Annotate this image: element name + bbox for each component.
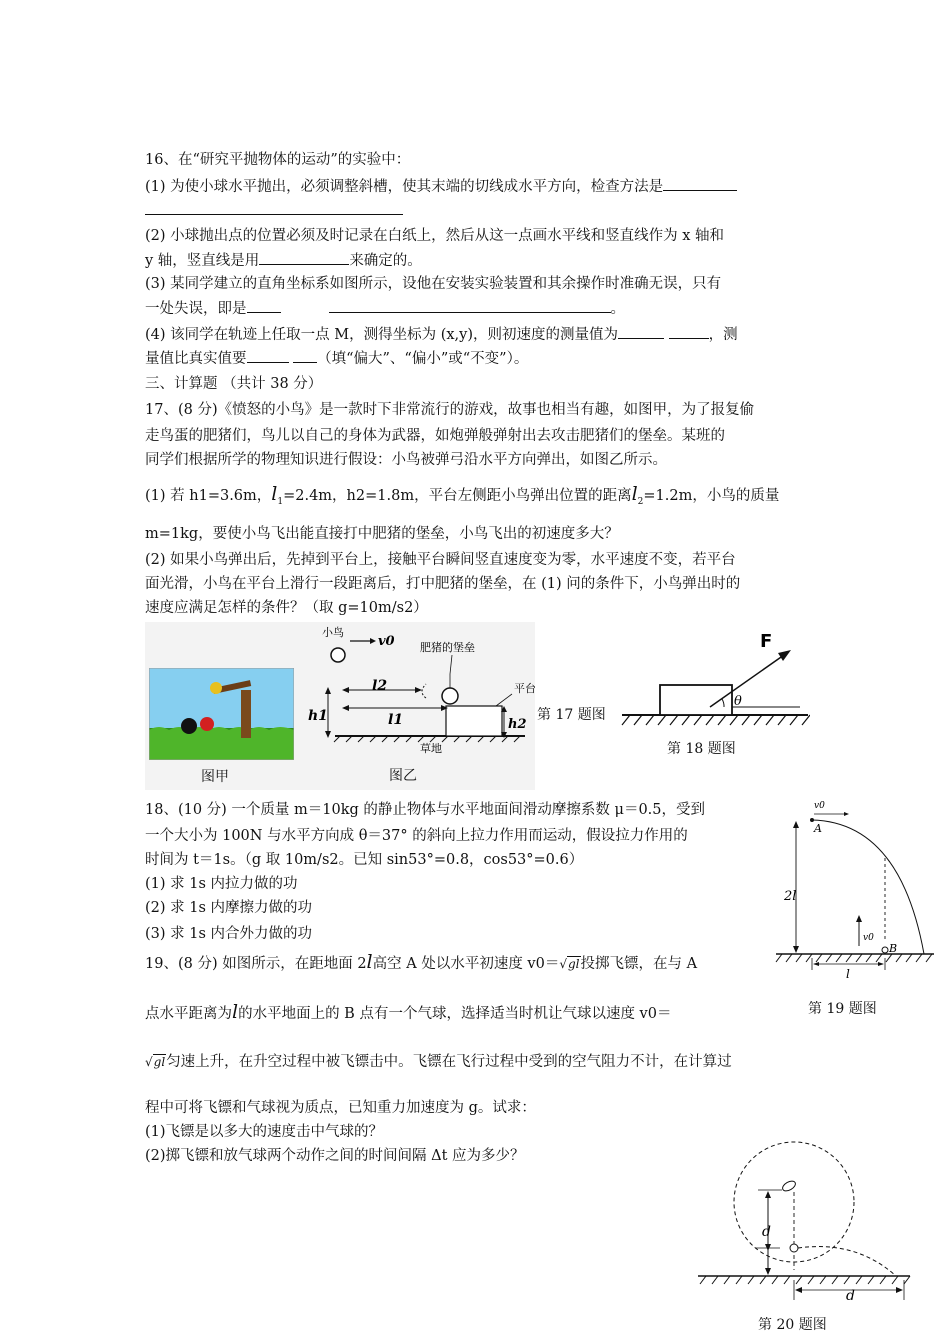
q17-line4: (1) 若 h1=3.6m，$l_1=2.4m$，h2=1.8m，平台左侧距小鸟弹出位置的距离$l_2=1.2m$，小鸟的质量 [145, 483, 780, 507]
label-d-vertical: d [762, 1224, 771, 1240]
q16-part1-cont [145, 200, 403, 221]
answer-blank[interactable] [618, 324, 664, 339]
caption-fig-yi: 图乙 [389, 768, 417, 784]
label-d-horizontal: d [846, 1288, 855, 1304]
q19-line3: √gl匀速上升，在升空过程中被飞镖击中。飞镖在飞行过程中受到的空气阻力不计，在计算过 [145, 1054, 732, 1070]
answer-blank[interactable] [329, 298, 611, 313]
q18-line5: (2) 求 1s 内摩擦力做的功 [145, 900, 313, 916]
sqrt-gl: √gl [145, 1055, 166, 1069]
answer-blank[interactable] [669, 324, 709, 339]
answer-blank[interactable] [247, 348, 289, 363]
q16-part4-b: 量值比真实值要 （填“偏大”、“偏小”或“不变”）。 [145, 348, 528, 369]
q16-title: 16、在“研究平抛物体的运动”的实验中： [145, 152, 411, 168]
answer-blank[interactable] [259, 250, 349, 265]
q16-part3-b: 一处失误，即是 。 [145, 298, 625, 319]
label-grass: 草地 [420, 742, 442, 755]
q18-line2: 一个大小为 100N 与水平方向成 θ＝37° 的斜向上拉力作用而运动，假设拉力作用的 [145, 828, 688, 844]
caption-fig-jia: 图甲 [201, 769, 229, 785]
q19-line1: 19、(8 分) 如图所示，在距地面 2l高空 A 处以水平初速度 v0＝√gl投掷飞镖，在与 A [145, 951, 698, 973]
figure-17-panel [145, 622, 535, 790]
q16-part4-a: (4) 该同学在轨迹上任取一点 M，测得坐标为 (x,y)，则初速度的测量值为 ，测 [145, 324, 738, 345]
label-fortress: 肥猪的堡垒 [420, 641, 475, 654]
figure-20-diagram [696, 1140, 916, 1310]
answer-blank[interactable] [663, 176, 737, 191]
q16-part2-a: (2) 小球抛出点的位置必须及时记录在白纸上，然后从这一点画水平线和竖直线作为 x 轴和 [145, 228, 725, 244]
q17-line6: (2) 如果小鸟弹出后，先掉到平台上，接触平台瞬间竖直速度变为零，水平速度不变，若平台 [145, 552, 736, 568]
label-v0-top: v0 [814, 801, 825, 811]
q17-line7: 面光滑，小鸟在平台上滑行一段距离后，打中肥猪的堡垒，在 (1) 问的条件下，小鸟弹出时的 [145, 576, 741, 592]
q19-line2: 点水平距离为l的水平地面上的 B 点有一个气球，选择适当时机让气球以速度 v0＝ [145, 1001, 672, 1023]
q18-line6: (3) 求 1s 内合外力做的功 [145, 926, 313, 942]
caption-fig-20: 第 20 题图 [758, 1317, 827, 1333]
q17-line3: 同学们根据所学的物理知识进行假设：小鸟被弹弓沿水平方向弹出，如图乙所示。 [145, 452, 667, 468]
label-A: A [814, 822, 822, 835]
label-bird: 小鸟 [322, 626, 344, 639]
sqrt-gl: √gl [559, 957, 580, 971]
answer-blank[interactable] [293, 348, 317, 363]
label-v0-balloon: v0 [863, 933, 874, 943]
q17-line1: 17、(8 分)《愤怒的小鸟》是一款时下非常流行的游戏，故事也相当有趣，如图甲，为了报复偷 [145, 402, 755, 418]
angry-birds-image [149, 668, 294, 760]
q18-line1: 18、(10 分) 一个质量 m＝10kg 的静止物体与水平地面间滑动摩擦系数 μ＝0.5，受到 [145, 802, 706, 818]
q16-part2-b: y 轴，竖直线是用 来确定的。 [145, 250, 422, 271]
bird-trajectory-diagram [300, 624, 540, 784]
label-l2: l2 [372, 678, 388, 694]
label-B: B [889, 942, 898, 955]
figure-18-diagram [620, 625, 810, 735]
q19-line5: (1)飞镖是以多大的速度击中气球的？ [145, 1124, 384, 1140]
label-2l: 2l [784, 889, 797, 904]
q17-line2: 走鸟蛋的肥猪们，鸟儿以自己的身体为武器，如炮弹般弹射出去攻击肥猪们的堡垒。某班的 [145, 428, 725, 444]
q19-line4: 程中可将飞镖和气球视为质点，已知重力加速度为 g。试求： [145, 1100, 536, 1116]
q18-line3: 时间为 t＝1s。（g 取 10m/s2。已知 sin53°=0.8，cos53°=0.6） [145, 852, 584, 868]
label-l: l [846, 967, 850, 981]
caption-fig-17: 第 17 题图 [537, 707, 606, 723]
label-v0: v0 [378, 634, 395, 649]
label-platform: 平台 [514, 682, 536, 695]
q19-line6: (2)掷飞镖和放气球两个动作之间的时间间隔 Δt 应为多少？ [145, 1148, 525, 1164]
q18-line4: (1) 求 1s 内拉力做的功 [145, 876, 298, 892]
label-theta: θ [734, 694, 742, 709]
caption-fig-18: 第 18 题图 [667, 741, 736, 757]
label-h1: h1 [308, 708, 328, 724]
q16-part3-a: (3) 某同学建立的直角坐标系如图所示，设他在安装实验装置和其余操作时准确无误，只有 [145, 276, 722, 292]
q17-line5: m=1kg，要使小鸟飞出能直接打中肥猪的堡垒，小鸟飞出的初速度多大？ [145, 526, 619, 542]
label-h2: h2 [508, 717, 527, 732]
answer-blank[interactable] [145, 200, 403, 215]
figure-19-diagram [770, 792, 940, 982]
label-F: F [760, 631, 773, 652]
label-l1: l1 [388, 712, 404, 728]
answer-blank[interactable] [247, 298, 281, 313]
section-heading: 三、计算题 （共计 38 分） [145, 376, 323, 392]
q17-line8: 速度应满足怎样的条件？（取 g=10m/s2） [145, 600, 428, 616]
caption-fig-19: 第 19 题图 [808, 1001, 877, 1017]
q16-part1: (1) 为使小球水平抛出，必须调整斜槽，使其末端的切线成水平方向，检查方法是 [145, 176, 737, 197]
